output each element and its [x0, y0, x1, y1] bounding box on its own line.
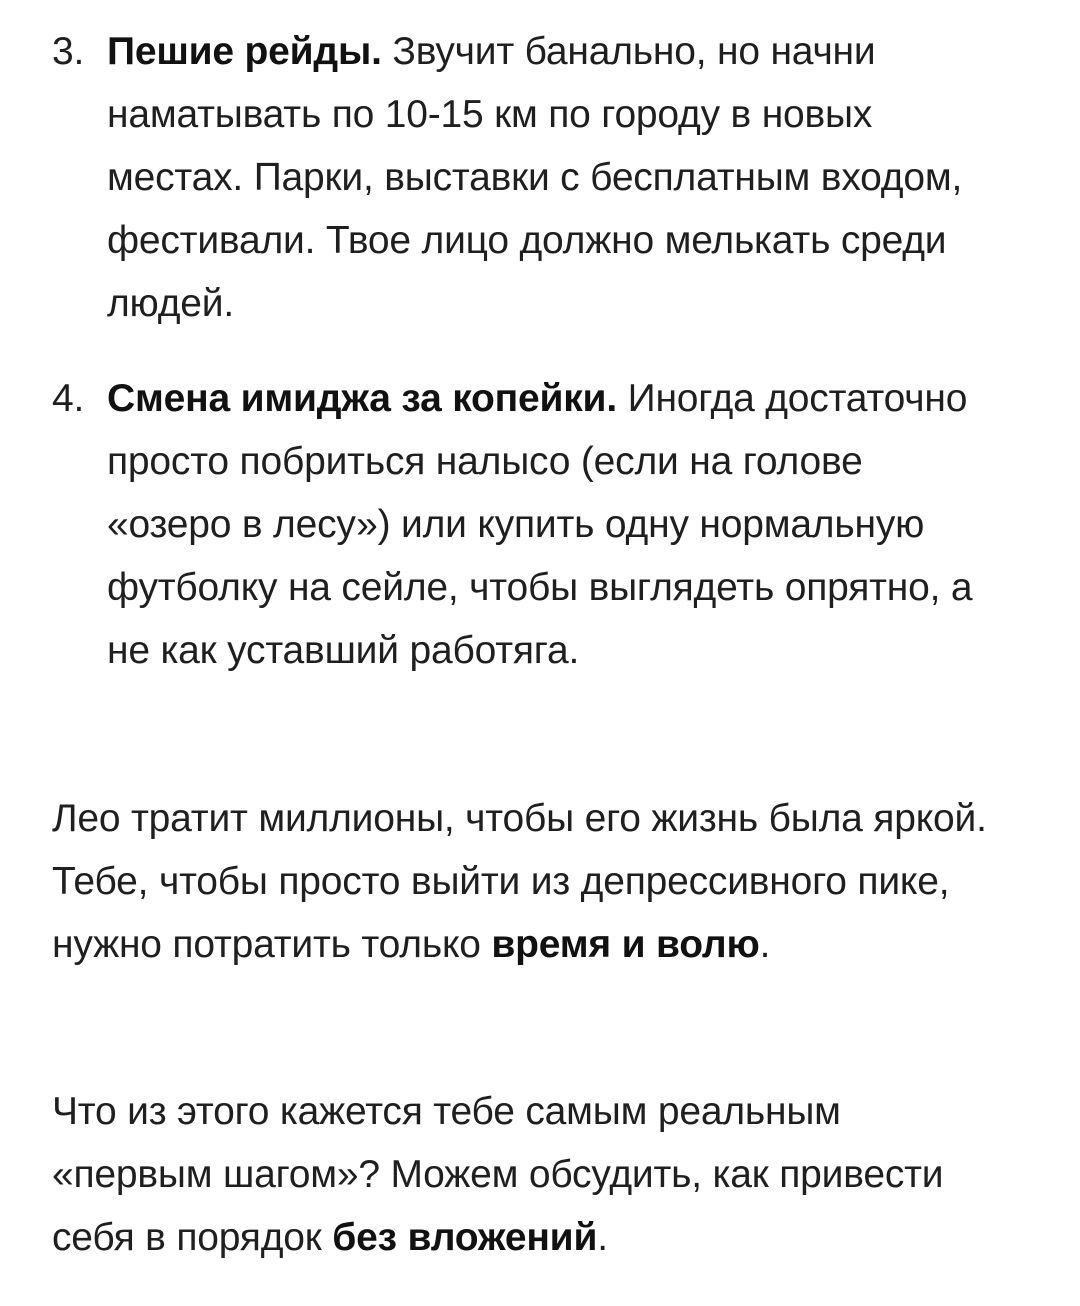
- paragraph-bold: без вложений: [332, 1216, 598, 1259]
- list-number: 3.: [52, 30, 85, 73]
- list-item-3: [0, 20, 987, 335]
- list-item-text: Звучит банально, но начни наматывать по 10-15 км по городу в новых местах. Парки, выставки с бесплатным входом, фестивали. Твое лицо должно мелькать среди людей.: [107, 30, 963, 325]
- list-item-text: Иногда достаточно просто побриться налысо (если на голове «озеро в лесу») или купить одну нормальную футболку на сейле, чтобы выглядеть опрятно, а не как уставший работяга.: [107, 377, 973, 672]
- paragraph-end: .: [597, 1216, 608, 1259]
- paragraph-text: Что из этого кажется тебе самым реальным «первым шагом»? Можем обсудить, как привести себя в порядок: [52, 1090, 944, 1259]
- paragraph-end: .: [759, 923, 771, 966]
- paragraph-question: [52, 1080, 992, 1269]
- list-item-title: Смена имиджа за копейки.: [107, 377, 617, 420]
- list-number: 4.: [52, 377, 85, 420]
- list-item-4: [0, 367, 987, 682]
- paragraph-text: Лео тратит миллионы, чтобы его жизнь была яркой. Тебе, чтобы просто выйти из депрессивного пике, нужно потратить только: [52, 797, 987, 966]
- paragraph-leo: [52, 787, 992, 976]
- list-item-title: Пешие рейды.: [107, 30, 382, 73]
- paragraph-bold: время и волю: [491, 923, 760, 966]
